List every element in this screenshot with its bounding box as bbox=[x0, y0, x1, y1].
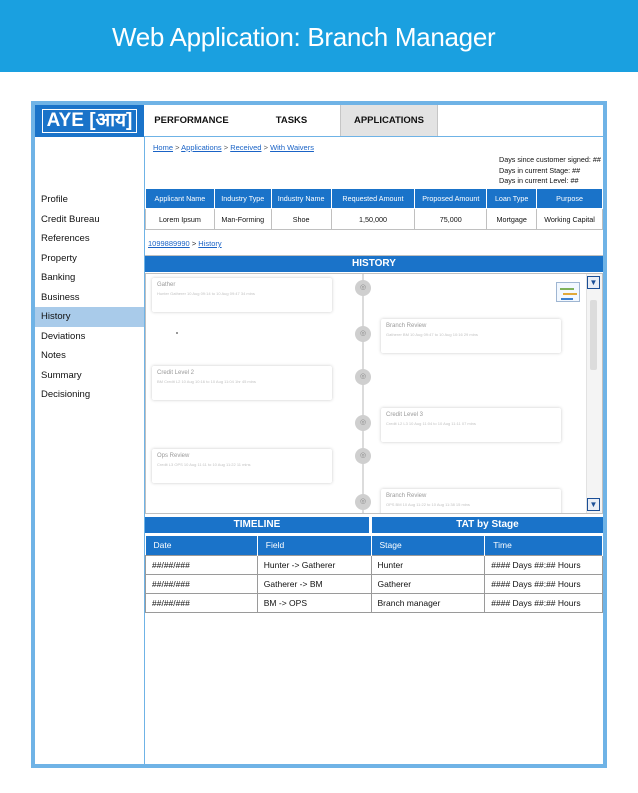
table-row bbox=[146, 593, 603, 612]
col-field: Field bbox=[257, 536, 371, 555]
tab-tasks[interactable]: TASKS bbox=[275, 115, 308, 126]
bottom-section-headers bbox=[145, 517, 603, 533]
history-card[interactable] bbox=[381, 408, 561, 442]
col-requested-amount: Requested Amount bbox=[331, 189, 415, 209]
breadcrumb bbox=[153, 143, 314, 152]
history-card[interactable] bbox=[381, 489, 561, 514]
cell-field: Gatherer -> BM bbox=[257, 574, 371, 593]
sidebar-item-profile[interactable]: Profile bbox=[41, 194, 68, 205]
logo-text: AYE [आय] bbox=[42, 109, 138, 133]
application-reference bbox=[145, 232, 603, 256]
table-row bbox=[146, 555, 603, 574]
scroll-down-arrow-icon[interactable]: ▼ bbox=[587, 498, 600, 511]
grid-header bbox=[146, 536, 603, 555]
cell-time: #### Days ##:## Hours bbox=[485, 555, 603, 574]
breadcrumb-applications-link[interactable]: Applications bbox=[181, 143, 222, 152]
days-in-level: Days in current Level: ## bbox=[499, 176, 579, 185]
col-industry-type: Industry Type bbox=[214, 189, 271, 209]
breadcrumb-separator: > bbox=[223, 143, 229, 152]
timeline-node-icon[interactable]: ◎ bbox=[355, 326, 371, 342]
sidebar-item-banking[interactable]: Banking bbox=[41, 272, 76, 283]
history-card-title: Branch Review bbox=[386, 323, 427, 329]
history-card-meta: Credit L3 OPS 10 Aug 11:11 to 10 Aug 11:22 11 mins bbox=[157, 462, 251, 467]
application-id-link[interactable]: 1099889990 bbox=[148, 239, 190, 248]
history-timeline-panel[interactable] bbox=[145, 273, 603, 514]
col-applicant-name: Applicant Name bbox=[146, 189, 215, 209]
timeline-header: TIMELINE bbox=[145, 517, 369, 533]
timeline-node-icon[interactable]: ◎ bbox=[355, 448, 371, 464]
history-card-meta: BM Credit L2 10 Aug 10:16 to 10 Aug 11:04 1hr 45 mins bbox=[157, 379, 256, 384]
timeline-tat-table bbox=[145, 536, 603, 613]
history-card[interactable] bbox=[381, 319, 561, 353]
breadcrumb-received-link[interactable]: Received bbox=[230, 143, 262, 152]
sidebar-item-history[interactable]: History bbox=[35, 307, 144, 327]
tat-header: TAT by Stage bbox=[372, 517, 603, 533]
cell-purpose: Working Capital bbox=[537, 209, 603, 230]
sidebar-item-credit-bureau[interactable]: Credit Bureau bbox=[41, 213, 100, 225]
cell-industry-name: Shoe bbox=[271, 209, 331, 230]
history-card[interactable] bbox=[152, 278, 332, 312]
cell-stage: Hunter bbox=[371, 555, 485, 574]
cell-industry-type: Man-Forming bbox=[214, 209, 271, 230]
tab-performance[interactable]: PERFORMANCE bbox=[154, 115, 229, 126]
history-card-meta: Gatherer BM 10 Aug 09:47 to 10 Aug 10:16 29 mins bbox=[386, 332, 478, 337]
sidebar-item-deviations[interactable]: Deviations bbox=[41, 330, 86, 342]
col-date: Date bbox=[146, 536, 258, 555]
app-window bbox=[31, 101, 607, 768]
cell-field: BM -> OPS bbox=[257, 593, 371, 612]
tab-applications[interactable]: APPLICATIONS bbox=[340, 105, 438, 136]
banner-title: Web Application: Branch Manager bbox=[112, 22, 496, 52]
brand-logo[interactable] bbox=[35, 105, 144, 137]
history-card-meta: Credit L2 L3 10 Aug 11:04 to 10 Aug 11:11 07 mins bbox=[386, 421, 476, 426]
breadcrumb-home-link[interactable]: Home bbox=[153, 143, 174, 152]
table-row bbox=[146, 209, 603, 230]
sidebar-item-business[interactable]: Business bbox=[41, 291, 80, 303]
history-card-meta: Hunter Gatherer 10 Aug 09:14 to 10 Aug 09:47 34 mins bbox=[157, 291, 255, 296]
history-card-title: Credit Level 3 bbox=[386, 412, 424, 418]
history-card-title: Ops Review bbox=[157, 453, 190, 459]
col-purpose: Purpose bbox=[537, 189, 603, 209]
timeline-node-icon[interactable]: ◎ bbox=[355, 415, 371, 431]
history-card-title: Credit Level 2 bbox=[157, 370, 195, 376]
cell-proposed-amount: 75,000 bbox=[415, 209, 487, 230]
cell-time: #### Days ##:## Hours bbox=[485, 593, 603, 612]
history-link[interactable]: History bbox=[198, 239, 222, 248]
minimap-icon[interactable] bbox=[556, 282, 580, 302]
sidebar bbox=[35, 190, 144, 405]
breadcrumb-with-waivers-link[interactable]: With Waivers bbox=[270, 143, 314, 152]
breadcrumb-separator: > bbox=[263, 143, 268, 152]
history-card-title: Gather bbox=[157, 282, 176, 288]
sidebar-item-references[interactable]: References bbox=[41, 233, 90, 244]
cell-requested-amount: 1,50,000 bbox=[331, 209, 415, 230]
app-window-content bbox=[35, 105, 603, 764]
history-card-title: Branch Review bbox=[386, 493, 427, 499]
history-header: HISTORY bbox=[145, 256, 603, 272]
timeline-node-icon[interactable]: ◎ bbox=[355, 280, 371, 296]
history-dot bbox=[176, 332, 178, 334]
sidebar-item-notes[interactable]: Notes bbox=[41, 350, 66, 361]
history-card[interactable] bbox=[152, 366, 332, 400]
col-proposed-amount: Proposed Amount bbox=[415, 189, 487, 209]
cell-field: Hunter -> Gatherer bbox=[257, 555, 371, 574]
col-loan-type: Loan Type bbox=[487, 189, 537, 209]
sidebar-item-property[interactable]: Property bbox=[41, 252, 77, 264]
days-since-signed: Days since customer signed: ## bbox=[499, 155, 601, 164]
history-card[interactable] bbox=[152, 449, 332, 483]
history-card-meta: OPS BM 10 Aug 11:22 to 10 Aug 11:38 15 mins bbox=[386, 502, 470, 507]
cell-date: ##/##/### bbox=[146, 555, 258, 574]
col-time: Time bbox=[485, 536, 603, 555]
history-scrollbar-thumb[interactable] bbox=[590, 300, 597, 370]
timeline-node-icon[interactable]: ◎ bbox=[355, 369, 371, 385]
breadcrumb-separator: > bbox=[175, 143, 180, 152]
col-industry-name: Industry Name bbox=[271, 189, 331, 209]
sidebar-item-decisioning[interactable]: Decisioning bbox=[41, 389, 91, 400]
cell-date: ##/##/### bbox=[146, 593, 258, 612]
cell-time: #### Days ##:## Hours bbox=[485, 574, 603, 593]
table-row bbox=[146, 574, 603, 593]
cell-date: ##/##/### bbox=[146, 574, 258, 593]
cell-stage: Branch manager bbox=[371, 593, 485, 612]
cell-stage: Gatherer bbox=[371, 574, 485, 593]
sidebar-item-summary[interactable]: Summary bbox=[41, 369, 82, 381]
col-stage: Stage bbox=[371, 536, 485, 555]
days-in-stage: Days in current Stage: ## bbox=[499, 165, 581, 175]
days-info bbox=[499, 155, 601, 187]
cell-applicant-name: Lorem Ipsum bbox=[146, 209, 215, 230]
application-table-header bbox=[146, 189, 603, 209]
top-nav bbox=[144, 105, 603, 137]
timeline-node-icon[interactable]: ◎ bbox=[355, 494, 371, 510]
timeline-axis bbox=[362, 274, 364, 514]
cell-loan-type: Mortgage bbox=[487, 209, 537, 230]
scroll-up-arrow-icon[interactable]: ▼ bbox=[587, 276, 600, 289]
title-banner bbox=[0, 0, 638, 72]
reference-separator: > bbox=[191, 239, 197, 248]
application-table bbox=[145, 188, 603, 230]
